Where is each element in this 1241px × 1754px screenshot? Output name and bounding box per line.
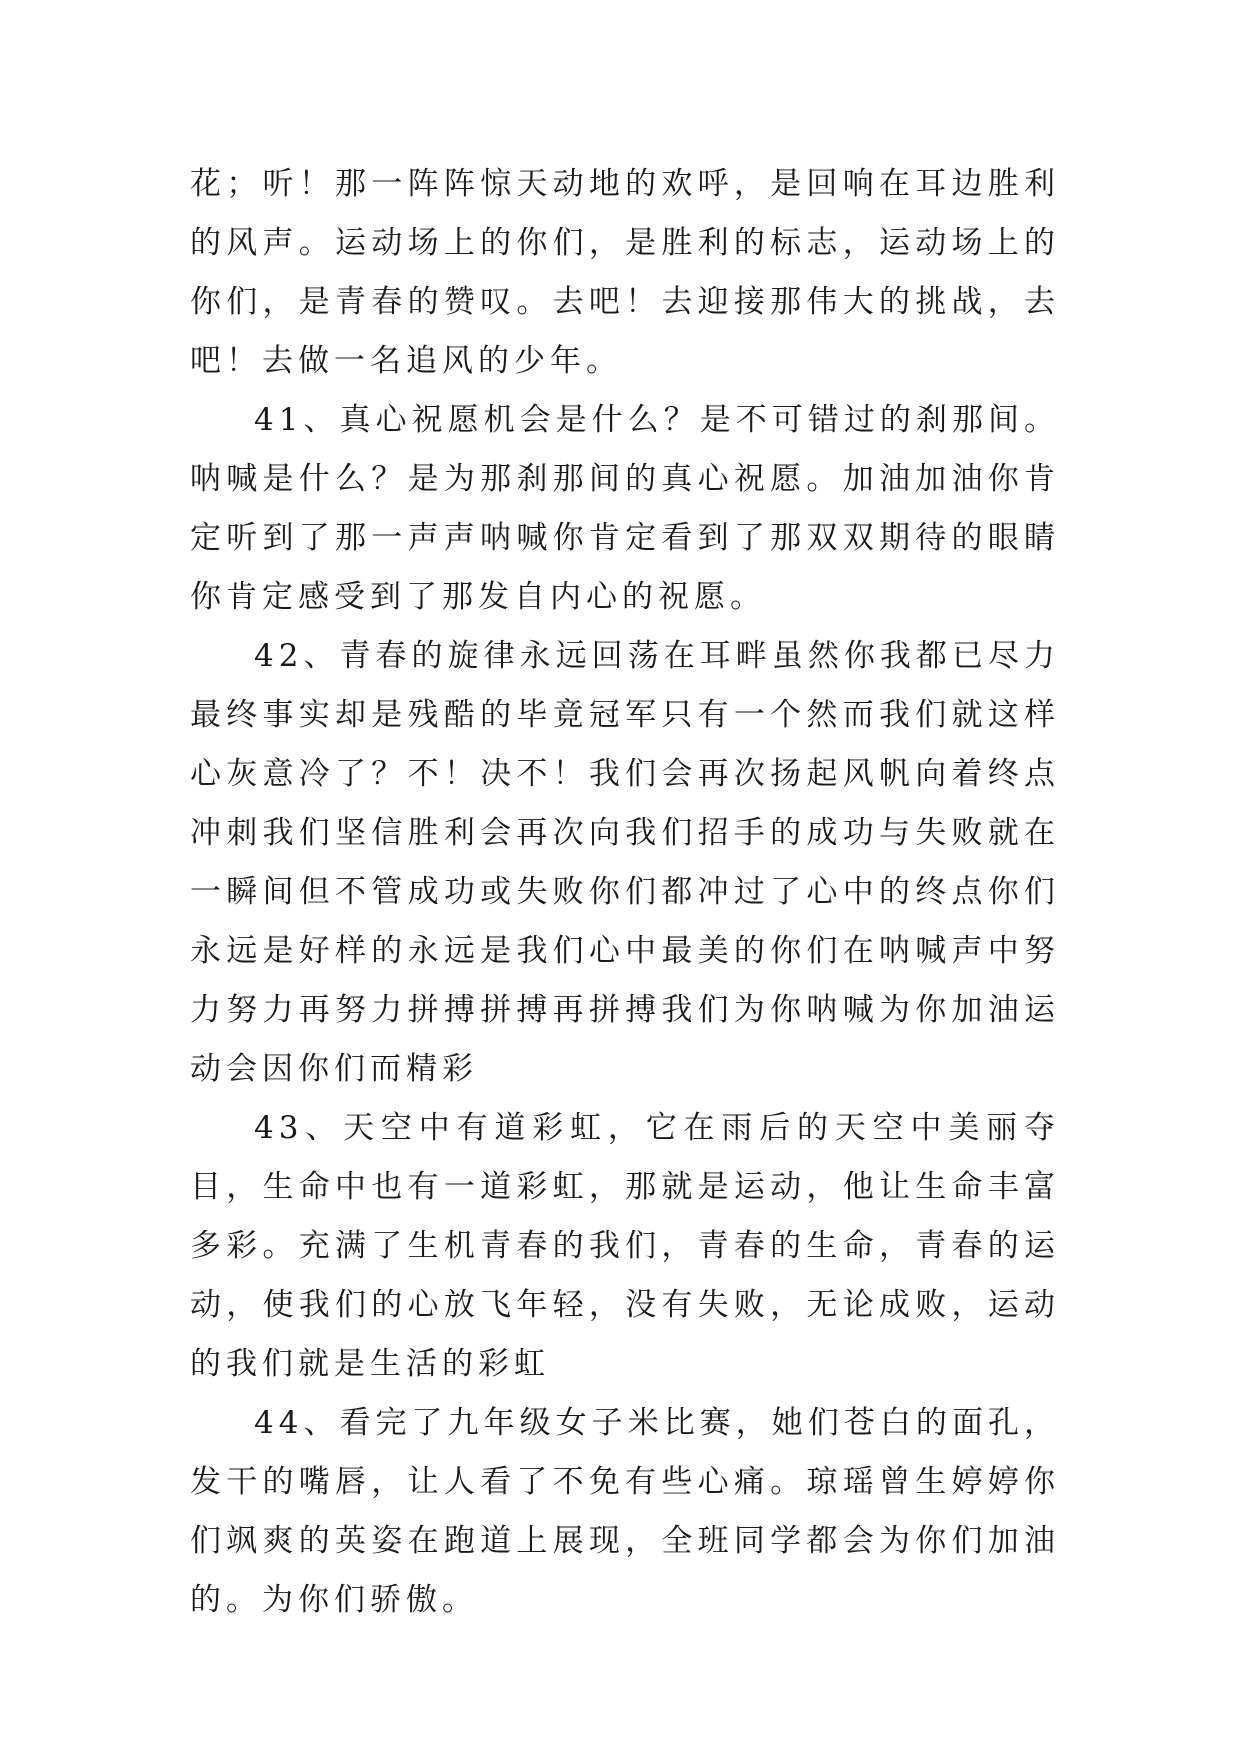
paragraph-44: 44、看完了九年级女子米比赛，她们苍白的面孔，发干的嘴唇，让人看了不免有些心痛。琼瑶曾生婷婷你们飒爽的英姿在跑道上展现，全班同学都会为你们加油的。为你们骄傲。	[190, 1405, 1060, 1618]
page-body	[190, 155, 1060, 1630]
paragraph-41: 41、真心祝愿机会是什么？是不可错过的刹那间。呐喊是什么？是为那刹那间的真心祝愿。加油加油你肯定听到了那一声声呐喊你肯定看到了那双双期待的眼睛你肯定感受到了那发自内心的祝愿。	[190, 402, 1060, 615]
paragraph-43: 43、天空中有道彩虹，它在雨后的天空中美丽夺目，生命中也有一道彩虹，那就是运动，他让生命丰富多彩。充满了生机青春的我们，青春的生命，青春的运动，使我们的心放飞年轻，没有失败，无论成败，运动的我们就是生活的彩虹	[190, 1110, 1060, 1382]
paragraph-continued: 花；听！那一阵阵惊天动地的欢呼，是回响在耳边胜利的风声。运动场上的你们，是胜利的标志，运动场上的你们，是青春的赞叹。去吧！去迎接那伟大的挑战，去吧！去做一名追风的少年。	[190, 166, 1060, 379]
paragraph-42: 42、青春的旋律永远回荡在耳畔虽然你我都已尽力最终事实却是残酷的毕竟冠军只有一个然而我们就这样心灰意冷了？不！决不！我们会再次扬起风帆向着终点冲刺我们坚信胜利会再次向我们招手的成功与失败就在一瞬间但不管成功或失败你们都冲过了心中的终点你们永远是好样的永远是我们心中最美的你们在呐喊声中努力努力再努力拼搏拼搏再拼搏我们为你呐喊为你加油运动会因你们而精彩	[190, 638, 1060, 1087]
